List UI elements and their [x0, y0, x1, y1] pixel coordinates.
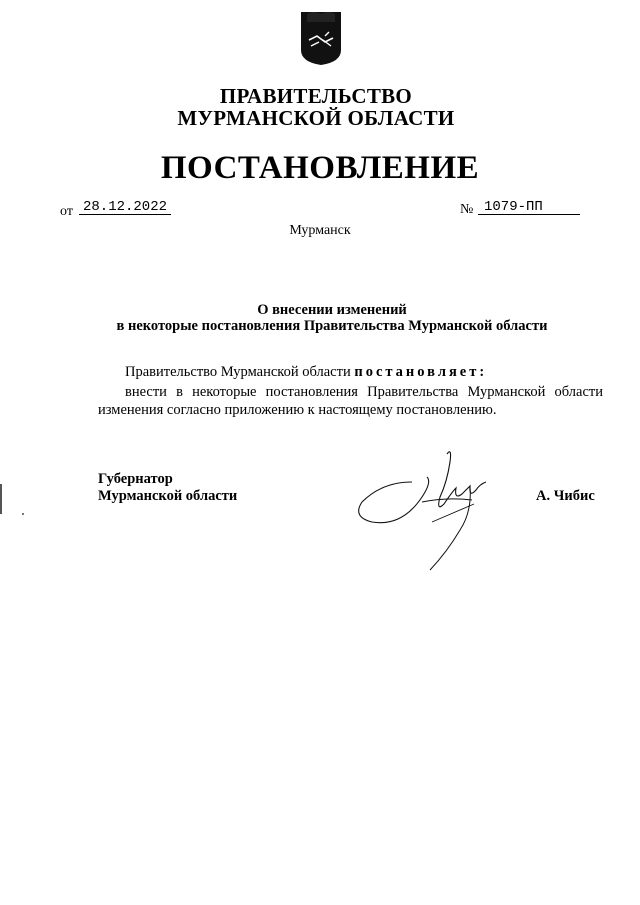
document-type-title: ПОСТАНОВЛЕНИЕ: [160, 150, 480, 186]
body-emphasis-text: постановляет:: [354, 364, 488, 380]
body-paragraph-2: внести в некоторые постановления Правительства Мурманской области: [125, 384, 603, 400]
body-paragraph-3: изменения согласно приложению к настоящему постановлению.: [98, 402, 497, 418]
coat-of-arms-icon: [299, 10, 343, 66]
subject-line2: в некоторые постановления Правительства Мурманской области: [116, 318, 548, 334]
decree-date: 28.12.2022: [79, 199, 171, 215]
government-title-line2: МУРМАНСКОЙ ОБЛАСТИ: [177, 106, 455, 130]
scan-dot-mark: [22, 513, 24, 515]
decree-number: 1079-ПП: [478, 199, 580, 215]
number-prefix: №: [460, 202, 474, 217]
body-lead-text: Правительство Мурманской области: [125, 364, 355, 380]
government-title-line1: ПРАВИТЕЛЬСТВО: [219, 84, 413, 108]
city-name: Мурманск: [289, 223, 351, 238]
signer-title-line2: Мурманской области: [98, 488, 238, 504]
scan-edge-mark: [0, 484, 2, 514]
date-prefix: от: [60, 204, 73, 219]
body-paragraph-1: [125, 364, 487, 381]
handwritten-signature-icon: [352, 442, 502, 572]
subject-line1: О внесении изменений: [257, 302, 407, 318]
signer-name: А. Чибис: [536, 488, 595, 504]
signer-title-line1: Губернатор: [98, 471, 173, 487]
